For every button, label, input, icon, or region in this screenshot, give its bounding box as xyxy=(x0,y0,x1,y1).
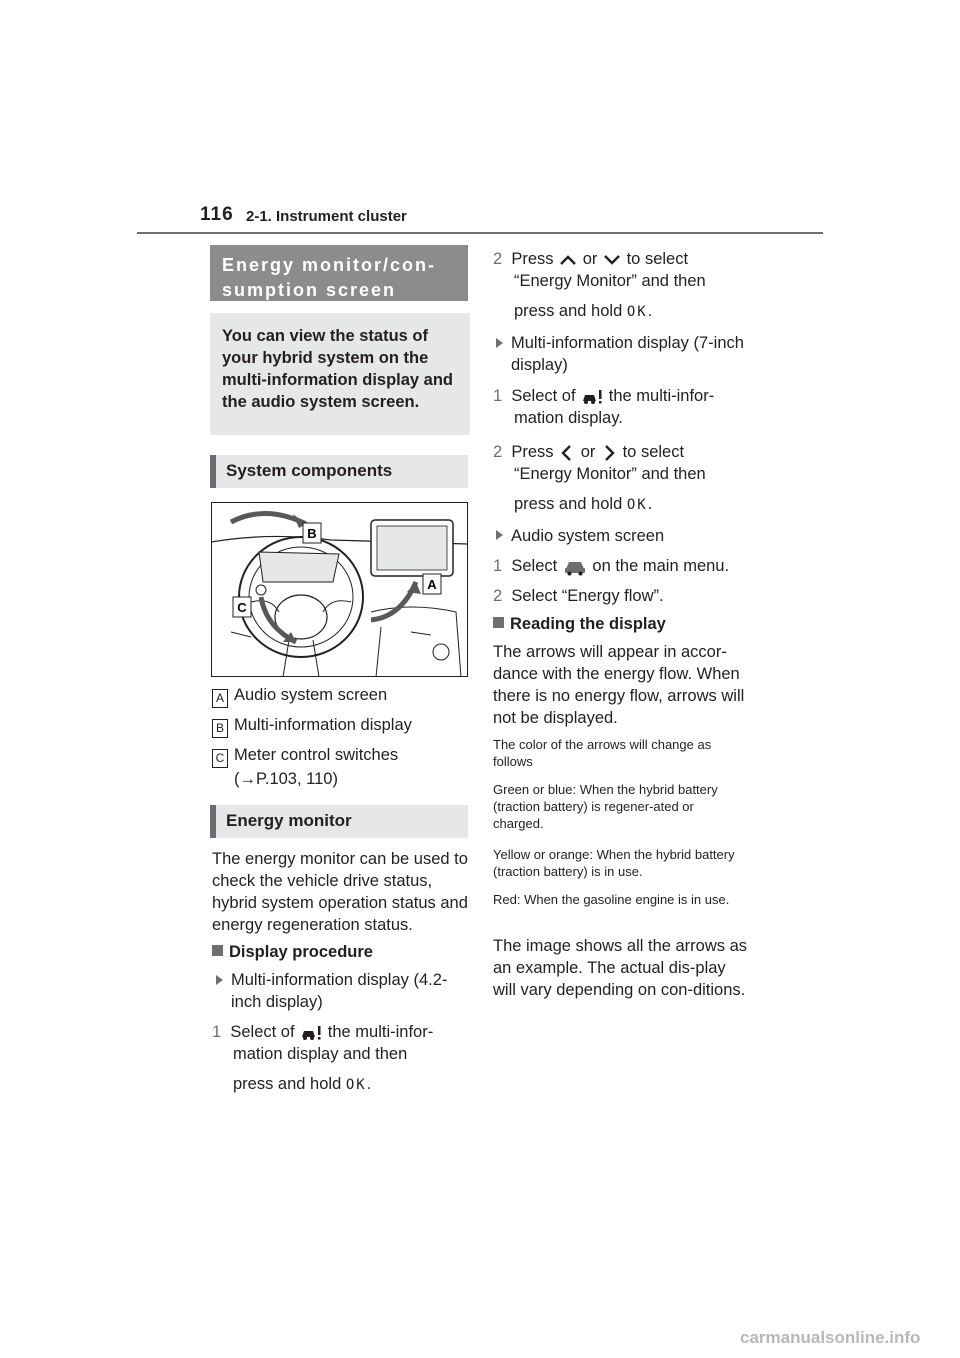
step-1-7inch xyxy=(493,385,753,429)
legend-key: B xyxy=(212,719,228,738)
step-text: to select xyxy=(622,443,685,461)
dashboard-illustration xyxy=(211,502,468,677)
ok-button-glyph: OK xyxy=(626,304,648,320)
step-text: press and hold xyxy=(514,302,623,320)
ok-button-glyph: OK xyxy=(626,497,648,513)
page-number: 116 xyxy=(200,204,234,225)
components-heading: System components xyxy=(210,455,468,488)
triangle-bullet-icon xyxy=(496,530,503,540)
legend-item xyxy=(212,684,470,708)
legend-text: Multi-information display xyxy=(234,716,412,734)
dashboard-drawing xyxy=(211,502,468,677)
ok-button-glyph: OK xyxy=(345,1077,367,1093)
label-a: A xyxy=(427,577,437,592)
energy-monitor-body: The energy monitor can be used to check the vehicle drive status, hybrid system operation status and energy regeneration status. xyxy=(212,850,468,934)
step-2-audio xyxy=(493,585,753,607)
period: . xyxy=(647,495,653,513)
subsection-42inch-label: Multi-information display (4.2-inch display) xyxy=(231,971,448,1011)
step-text: mation display. xyxy=(514,409,623,427)
legend-key: C xyxy=(212,749,228,768)
step-1-42inch xyxy=(212,1021,470,1096)
subsection-audio-label: Audio system screen xyxy=(511,527,665,545)
step-2-42inch xyxy=(493,248,753,323)
step-number: 2 xyxy=(493,587,503,605)
triangle-bullet-icon xyxy=(216,975,223,985)
step-text: press and hold xyxy=(233,1075,342,1093)
step-text: the multi-infor- xyxy=(608,387,715,405)
subsection-7inch xyxy=(496,332,752,376)
header-rule xyxy=(137,232,823,234)
step-number: 2 xyxy=(493,443,503,461)
step-text: Select of xyxy=(511,387,576,405)
legend-ref: (→P.103, 110) xyxy=(234,770,338,788)
step-text: the multi-infor- xyxy=(327,1023,434,1041)
square-bullet-icon xyxy=(212,945,223,956)
step-text: on the main menu. xyxy=(592,557,730,575)
step-text: Press xyxy=(511,250,554,268)
display-procedure-label: Display procedure xyxy=(229,943,373,961)
step-number: 1 xyxy=(212,1023,222,1041)
legend-text: Audio system screen xyxy=(234,686,388,704)
subsection-7inch-label: Multi-information display (7-inch display) xyxy=(511,334,744,374)
subsection-audio xyxy=(496,525,752,547)
chevron-right-icon xyxy=(600,443,618,463)
reading-heading-label: Reading the display xyxy=(510,615,666,633)
period: . xyxy=(647,302,653,320)
reading-body: The arrows will appear in accor-dance with the energy flow. When there is no energy flow, arrows will not be displayed. xyxy=(493,643,745,727)
step-number: 1 xyxy=(493,387,503,405)
note-red: Red: When the gasoline engine is in use. xyxy=(493,892,730,907)
note-yellow-orange: Yellow or orange: When the hybrid battery (traction battery) is in use. xyxy=(493,847,735,879)
legend-list xyxy=(212,684,470,790)
square-bullet-icon xyxy=(493,617,504,628)
subsection-42inch xyxy=(216,969,466,1013)
chevron-up-icon xyxy=(558,253,578,267)
chevron-down-icon xyxy=(602,253,622,267)
step-text: to select xyxy=(626,250,689,268)
step-text: Select “Energy flow”. xyxy=(511,587,664,605)
step-text: mation display and then xyxy=(233,1045,408,1063)
legend-key: A xyxy=(212,689,228,708)
reading-heading xyxy=(493,613,753,635)
step-text: Select of xyxy=(230,1023,295,1041)
legend-text: Meter control switches xyxy=(234,746,399,764)
intro-box: You can view the status of your hybrid system on the multi-information display and the audio system screen. xyxy=(210,313,470,435)
step-text: or xyxy=(580,443,596,461)
watermark: carmanualsonline.info xyxy=(740,1328,921,1347)
display-procedure-heading xyxy=(212,941,470,963)
step-1-audio xyxy=(493,555,753,577)
main-heading-line2: sumption screen xyxy=(222,280,397,300)
car-warning-icon xyxy=(299,1025,323,1041)
step-text: “Energy Monitor” and then xyxy=(514,272,706,290)
label-b: B xyxy=(307,526,317,541)
main-heading xyxy=(210,245,468,301)
closing-text: The image shows all the arrows as an example. The actual dis-play will vary depending on con-ditions. xyxy=(493,937,748,999)
step-text: press and hold xyxy=(514,495,623,513)
step-number: 1 xyxy=(493,557,503,575)
step-text: Select xyxy=(511,557,558,575)
triangle-bullet-icon xyxy=(496,338,503,348)
step-number: 2 xyxy=(493,250,503,268)
main-heading-line1: Energy monitor/con- xyxy=(222,255,437,275)
step-text: “Energy Monitor” and then xyxy=(514,465,706,483)
car-icon xyxy=(562,558,588,576)
period: . xyxy=(366,1075,372,1093)
step-text: or xyxy=(582,250,598,268)
chevron-left-icon xyxy=(558,443,576,463)
legend-item xyxy=(212,744,470,790)
car-warning-icon xyxy=(580,389,604,405)
step-2-7inch xyxy=(493,441,753,516)
energy-monitor-heading: Energy monitor xyxy=(210,805,468,838)
legend-item xyxy=(212,714,470,738)
note-arrow-colors: The color of the arrows will change as follows xyxy=(493,737,712,769)
label-c: C xyxy=(237,600,247,615)
step-text: Press xyxy=(511,443,554,461)
section-title: 2-1. Instrument cluster xyxy=(246,208,407,225)
note-green-blue: Green or blue: When the hybrid battery (traction battery) is regener-ated or charged. xyxy=(493,782,718,831)
